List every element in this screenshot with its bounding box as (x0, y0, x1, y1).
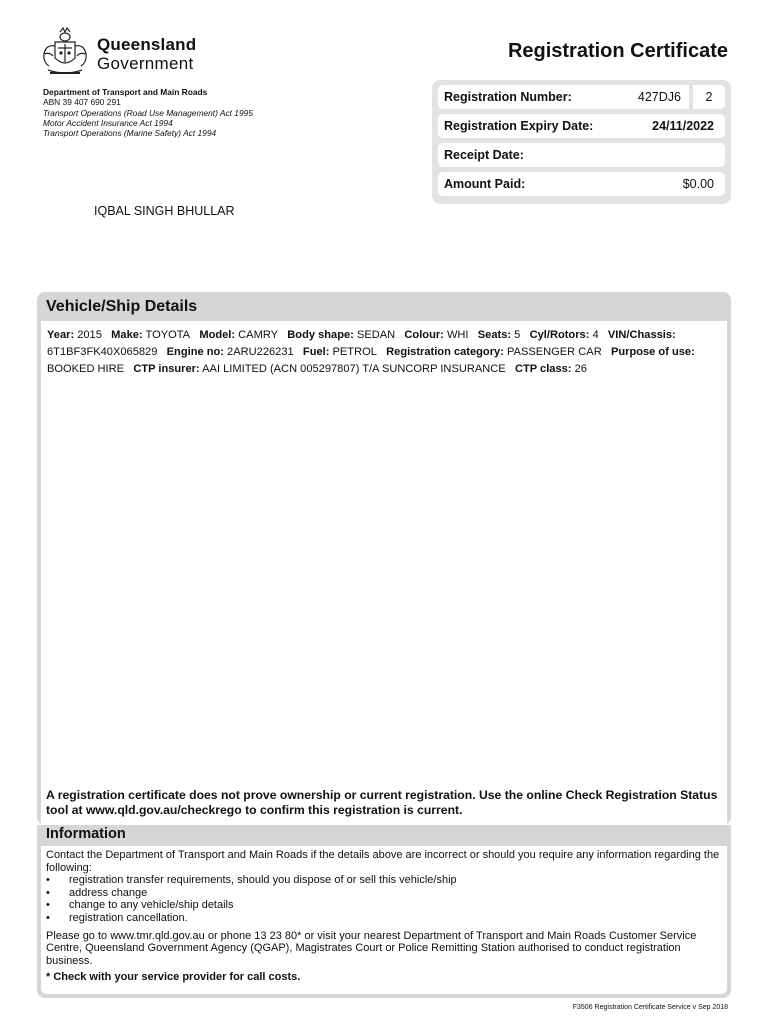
list-item (46, 874, 722, 887)
contact-instructions: Please go to www.tmr.qld.gov.au or phone 13 23 80* or visit your nearest Department of Transport and Main Roads Customer Service Centre, Queensland Government Agency (QGAP), Magistrates Court or Police Remitting Station authorised to conduct registration business. (46, 929, 697, 967)
bullet-glyph: • (46, 886, 50, 899)
amount-paid-row (438, 172, 725, 196)
department-details (43, 87, 253, 138)
vehicle-field-value: BOOKED HIRE (47, 363, 125, 375)
vehicle-field-value: 2ARU226231 (223, 346, 294, 358)
vehicle-field-label: Year: (47, 329, 75, 341)
list-item-text: registration transfer requirements, should you dispose of or sell this vehicle/ship (69, 874, 457, 887)
vehicle-field-label: Cyl/Rotors: (529, 329, 590, 341)
registration-sequence-value: 2 (689, 85, 725, 109)
amount-paid-label: Amount Paid: (444, 177, 526, 191)
act-reference: Transport Operations (Marine Safety) Act 1994 (43, 128, 217, 139)
vehicle-field (133, 363, 505, 375)
vehicle-field (303, 346, 377, 358)
vehicle-field (530, 329, 599, 341)
vehicle-details-panel (37, 292, 731, 825)
vehicle-field-value: TOYOTA (142, 329, 191, 341)
information-body (41, 846, 727, 994)
registration-expiry-value: 24/11/2022 (652, 119, 714, 133)
page-title: Registration Certificate (507, 40, 728, 62)
list-item-text: address change (69, 886, 148, 899)
vehicle-field (478, 329, 521, 341)
vehicle-field (386, 346, 602, 358)
bullet-glyph: • (46, 911, 50, 924)
vehicle-field (47, 329, 102, 341)
registration-expiry-label: Registration Expiry Date: (444, 119, 594, 133)
queensland-government-logo (40, 26, 220, 78)
vehicle-field-value: 4 (589, 329, 599, 341)
vehicle-field (515, 363, 587, 375)
vehicle-field-value: WHI (443, 329, 469, 341)
vehicle-field-value: 2015 (74, 329, 102, 341)
information-panel (37, 825, 731, 998)
vehicle-field-label: Model: (199, 329, 236, 341)
registration-summary-box (432, 80, 731, 204)
bullet-glyph: • (46, 874, 50, 887)
registration-number-label: Registration Number: (444, 90, 572, 104)
vehicle-field-label: Registration category: (386, 346, 504, 358)
owner-name: IQBAL SINGH BHULLAR (94, 204, 235, 218)
vehicle-field-value: SEDAN (353, 329, 396, 341)
vehicle-field-value: PETROL (329, 346, 377, 358)
department-abn: ABN 39 407 690 291 (43, 97, 121, 108)
list-item (46, 899, 722, 912)
act-reference: Transport Operations (Road Use Management) Act 1995 (43, 107, 253, 118)
vehicle-field-label: CTP insurer: (133, 363, 200, 375)
amount-paid-value: $0.00 (682, 177, 714, 191)
information-intro: Contact the Department of Transport and Main Roads if the details above are incorrect or should you require any information regarding the following: (46, 849, 720, 874)
information-heading: Information (46, 826, 126, 842)
bullet-glyph: • (46, 899, 50, 912)
vehicle-field-value: PASSENGER CAR (503, 346, 602, 358)
information-bullet-list (46, 874, 722, 924)
vehicle-field (404, 329, 468, 341)
registration-expiry-row (438, 114, 725, 138)
vehicle-field-value: 6T1BF3FK40X065829 (47, 346, 158, 358)
form-footer-code: F3506 Registration Certificate Service v Sep 2018 (572, 1004, 728, 1011)
list-item-text: registration cancellation. (69, 911, 188, 924)
ownership-notice: A registration certificate does not prove ownership or current registration. Use the online Check Registration Status tool at www.qld.gov.au/checkrego to confirm this registration is current. (46, 788, 718, 817)
vehicle-field-label: Purpose of use: (610, 346, 695, 358)
vehicle-field-value: CAMRY (235, 329, 279, 341)
list-item (46, 912, 722, 925)
vehicle-field (199, 329, 278, 341)
vehicle-field-value: 26 (571, 363, 587, 375)
list-item (46, 887, 722, 900)
vehicle-field-label: Colour: (404, 329, 444, 341)
coat-of-arms-icon (40, 26, 90, 78)
vehicle-field-label: Make: (111, 329, 143, 341)
receipt-date-row (438, 143, 725, 167)
call-costs-note: * Check with your service provider for call costs. (46, 971, 301, 984)
vehicle-field-label: Body shape: (287, 329, 354, 341)
logo-text-queensland: Queensland (97, 35, 197, 54)
vehicle-field-label: Fuel: (302, 346, 330, 358)
vehicle-field-label: Engine no: (166, 346, 224, 358)
registration-number-value: 427DJ6 (637, 90, 681, 104)
vehicle-field-value: 5 (511, 329, 521, 341)
vehicle-field-value: AAI LIMITED (ACN 005297807) T/A SUNCORP INSURANCE (199, 363, 506, 375)
vehicle-field-label: VIN/Chassis: (607, 329, 676, 341)
registration-number-row (438, 85, 725, 109)
receipt-date-label: Receipt Date: (444, 148, 524, 162)
act-reference: Motor Accident Insurance Act 1994 (43, 117, 173, 128)
list-item-text: change to any vehicle/ship details (69, 899, 234, 912)
vehicle-field (111, 329, 190, 341)
vehicle-field-label: Seats: (477, 329, 512, 341)
logo-text-government: Government (97, 54, 194, 73)
vehicle-details-heading: Vehicle/Ship Details (46, 298, 198, 315)
department-name: Department of Transport and Main Roads (43, 87, 208, 97)
vehicle-field (287, 329, 395, 341)
vehicle-field (167, 346, 294, 358)
vehicle-field-label: CTP class: (514, 363, 572, 375)
vehicle-details-text (47, 327, 721, 378)
vehicle-details-body (41, 321, 727, 825)
